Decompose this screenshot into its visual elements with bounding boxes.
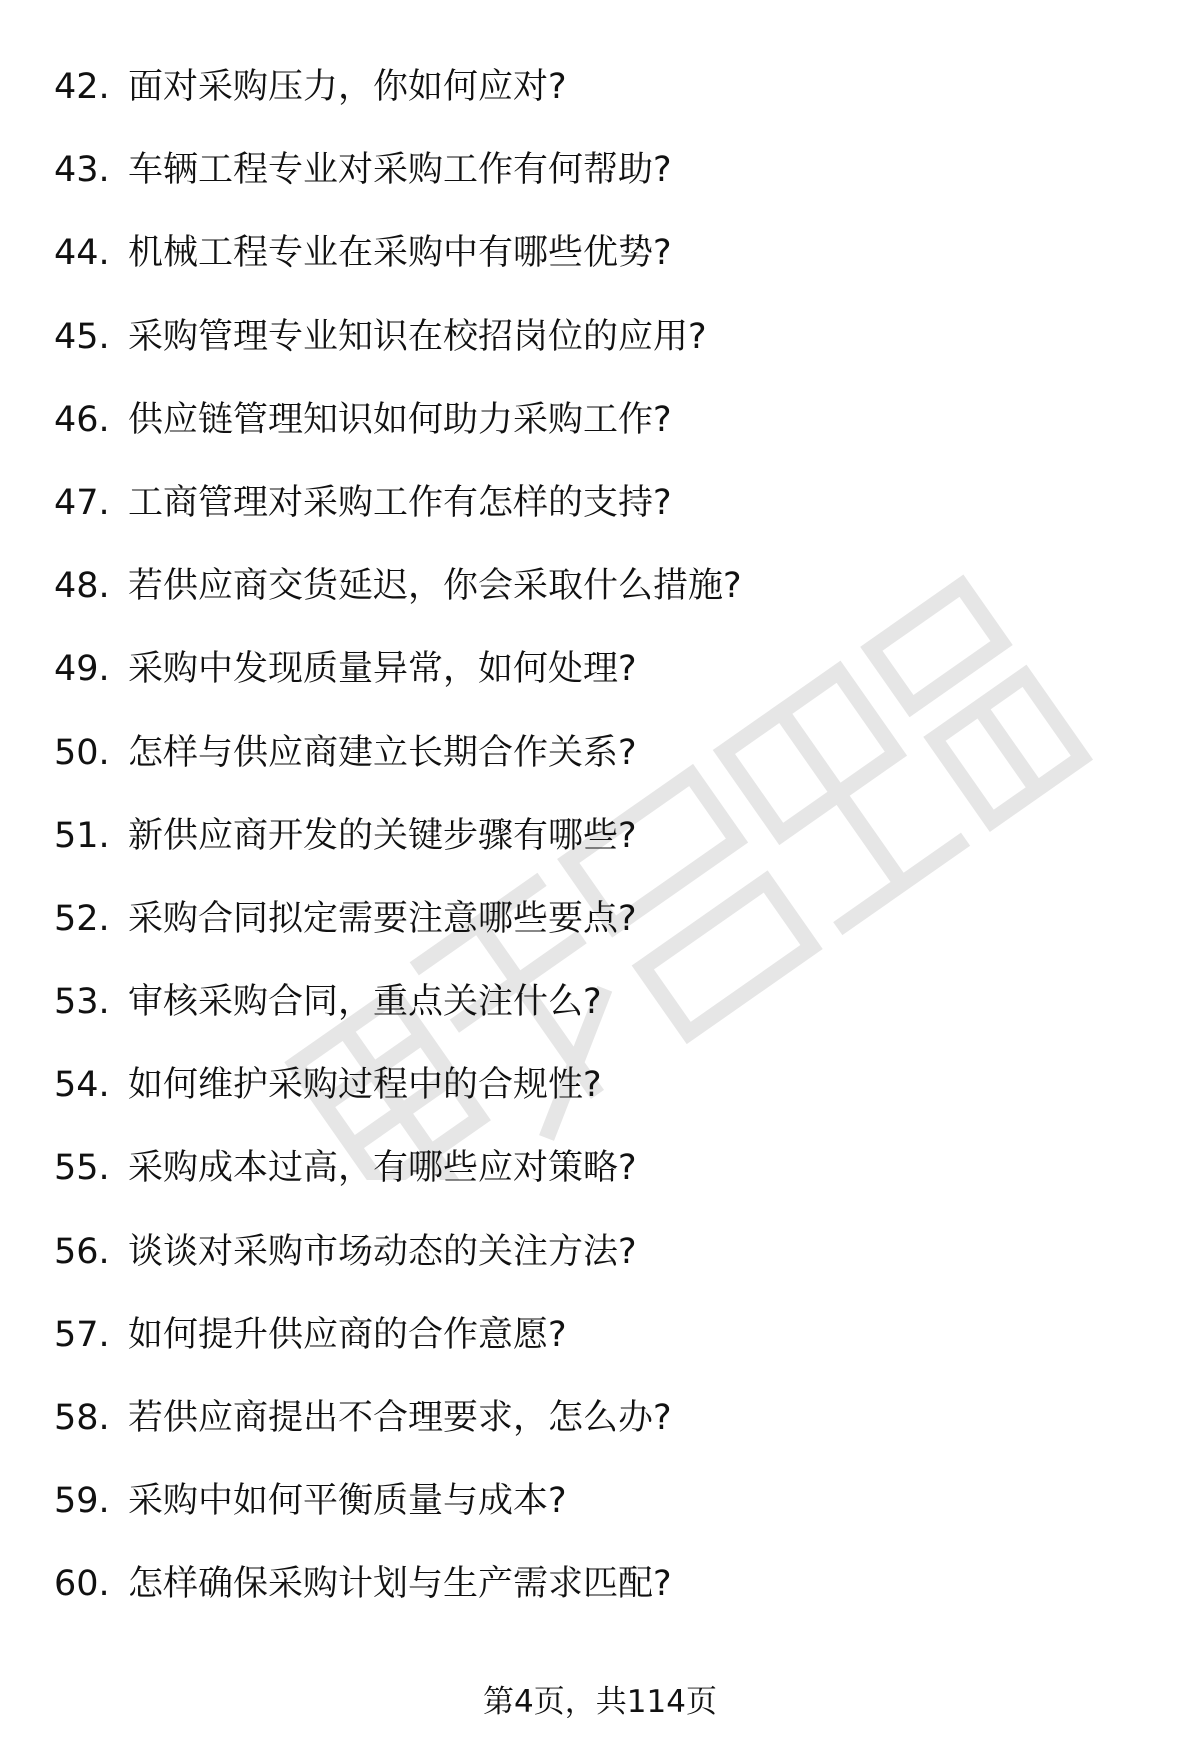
question-number: 54.	[54, 1065, 110, 1106]
question-number: 59.	[54, 1481, 110, 1522]
question-text: 车辆工程专业对采购工作有何帮助?	[128, 150, 672, 191]
question-text: 若供应商提出不合理要求，怎么办?	[128, 1398, 672, 1438]
question-text: 工商管理对采购工作有怎样的支持?	[128, 482, 672, 523]
question-number: 49.	[54, 649, 110, 690]
question-text: 新供应商开发的关键步骤有哪些?	[128, 815, 637, 856]
question-number: 42.	[54, 67, 110, 107]
list-item	[0, 1127, 1200, 1210]
list-item	[0, 545, 1200, 628]
list-item	[0, 212, 1200, 295]
question-number: 55.	[54, 1148, 110, 1189]
list-item	[0, 628, 1200, 711]
list-item	[0, 296, 1200, 379]
list-item	[0, 795, 1200, 878]
question-number: 60.	[54, 1564, 110, 1605]
list-item	[0, 1211, 1200, 1294]
list-item	[0, 129, 1200, 212]
question-text: 审核采购合同，重点关注什么?	[128, 982, 602, 1023]
question-number: 53.	[54, 982, 110, 1023]
question-text: 如何提升供应商的合作意愿?	[128, 1314, 567, 1355]
question-number: 46.	[54, 399, 110, 440]
list-item	[0, 1044, 1200, 1127]
list-item	[0, 1294, 1200, 1377]
question-number: 44.	[54, 233, 110, 274]
question-number: 51.	[54, 815, 110, 856]
question-list	[0, 46, 1200, 1627]
question-text: 怎样确保采购计划与生产需求匹配?	[128, 1564, 672, 1605]
list-item	[0, 462, 1200, 545]
question-number: 45.	[54, 316, 110, 357]
question-text: 若供应商交货延迟，你会采取什么措施?	[128, 566, 742, 607]
question-number: 43.	[54, 150, 110, 191]
list-item	[0, 46, 1200, 129]
question-number: 56.	[54, 1231, 110, 1272]
question-text: 怎样与供应商建立长期合作关系?	[128, 732, 637, 773]
question-text: 谈谈对采购市场动态的关注方法?	[128, 1231, 637, 1272]
list-item	[0, 1377, 1200, 1460]
question-text: 如何维护采购过程中的合规性?	[128, 1065, 602, 1106]
question-text: 机械工程专业在采购中有哪些优势?	[128, 233, 672, 274]
question-text: 采购管理专业知识在校招岗位的应用?	[128, 316, 707, 357]
page-number-footer: 第4页，共114页	[483, 1684, 717, 1720]
list-item	[0, 1460, 1200, 1543]
list-item	[0, 712, 1200, 795]
list-item	[0, 878, 1200, 961]
question-number: 57.	[54, 1314, 110, 1355]
question-text: 面对采购压力，你如何应对?	[128, 67, 567, 107]
list-item	[0, 1543, 1200, 1626]
list-item	[0, 961, 1200, 1044]
question-number: 48.	[54, 566, 110, 607]
question-text: 采购合同拟定需要注意哪些要点?	[128, 898, 637, 939]
list-item	[0, 379, 1200, 462]
question-number: 58.	[54, 1398, 110, 1438]
question-text: 供应链管理知识如何助力采购工作?	[128, 399, 672, 440]
question-text: 采购成本过高，有哪些应对策略?	[128, 1148, 637, 1189]
question-text: 采购中发现质量异常，如何处理?	[128, 649, 637, 690]
question-number: 47.	[54, 482, 110, 523]
question-number: 52.	[54, 898, 110, 939]
question-text: 采购中如何平衡质量与成本?	[128, 1481, 567, 1522]
question-number: 50.	[54, 732, 110, 773]
